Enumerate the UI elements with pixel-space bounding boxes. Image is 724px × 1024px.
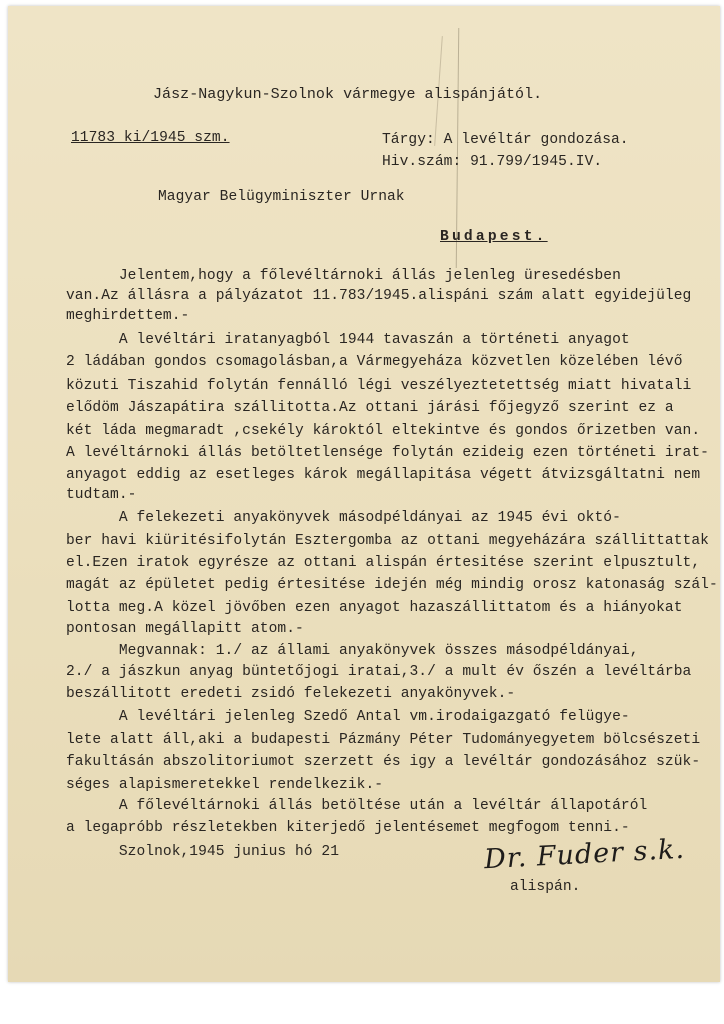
body-line: A levéltári jelenleg Szedő Antal vm.irodaigazgató felügye-: [66, 709, 630, 725]
destination-city: Budapest.: [440, 229, 548, 245]
signer-title: alispán.: [510, 879, 581, 895]
addressee: Magyar Belügyminiszter Urnak: [158, 189, 405, 205]
body-line: anyagot eddig az esetleges károk megállapitása végett átvizsgáltatni nem: [66, 467, 701, 483]
body-line: két láda megmaradt ,csekély károktól eltekintve és gondos őrizetben van.: [66, 423, 701, 439]
body-line: pontosan megállapitt atom.-: [66, 621, 304, 637]
body-line: A levéltárnoki állás betöltetlensége folytán ezideig ezen történeti irat-: [66, 445, 709, 461]
body-line: a legapróbb részletekben kiterjedő jelentésemet megfogom tenni.-: [66, 820, 630, 836]
body-line: beszállitott eredeti zsidó felekezeti anyakönyvek.-: [66, 686, 516, 702]
body-line: A felekezeti anyakönyvek másodpéldányai az 1945 évi októ-: [66, 510, 621, 526]
body-line: lete alatt áll,aki a budapesti Pázmány Péter Tudományegyetem bölcsészeti: [66, 732, 701, 748]
official-number-line: Hiv.szám: 91.799/1945.IV.: [382, 154, 603, 170]
body-line: 2./ a jászkun anyag büntetőjogi iratai,3./ a mult év őszén a levéltárba: [66, 664, 692, 680]
body-line: közuti Tiszahid folytán fennálló légi veszélyeztetettség miatt hivatali: [66, 378, 692, 394]
body-line: séges alapismeretekkel rendelkezik.-: [66, 777, 384, 793]
body-line: A főlevéltárnoki állás betöltése után a levéltár állapotáról: [66, 798, 648, 814]
body-line: Szolnok,1945 junius hó 21: [66, 844, 340, 860]
body-line: van.Az állásra a pályázatot 11.783/1945.alispáni szám alatt egyidejüleg: [66, 288, 692, 304]
subject-line: Tárgy: A levéltár gondozása.: [382, 132, 629, 148]
body-line: lotta meg.A közel jövőben ezen anyagot hazaszállittatom és a hiányokat: [66, 600, 683, 616]
body-line: ber havi kiüritésifolytán Esztergomba az ottani megyeházára szállittattak: [66, 533, 709, 549]
letter-header: Jász-Nagykun-Szolnok vármegye alispánjától.: [153, 86, 543, 103]
body-line: magát az épületet pedig értesitése idején még mindig orosz katonaság szál-: [66, 577, 718, 593]
body-line: el.Ezen iratok egyrésze az ottani alispán értesitése szerint elpusztult,: [66, 555, 701, 571]
body-line: elődöm Jászapátira szállitotta.Az ottani járási főjegyző szerint ez a: [66, 400, 674, 416]
letter-sheet: [8, 6, 720, 982]
handwritten-signature: Dr. Fuder s.k.: [483, 833, 686, 876]
body-line: Megvannak: 1./ az állami anyakönyvek összes másodpéldányai,: [66, 643, 639, 659]
body-line: meghirdettem.-: [66, 308, 190, 324]
body-line: tudtam.-: [66, 487, 137, 503]
body-line: Jelentem,hogy a főlevéltárnoki állás jelenleg üresedésben: [66, 268, 621, 284]
body-line: fakultásán abszolitoriumot szerzett és igy a levéltár gondozásához szük-: [66, 754, 701, 770]
body-line: 2 ládában gondos csomagolásban,a Vármegyeháza közvetlen közelében lévő: [66, 354, 683, 370]
reference-number: 11783 ki/1945 szm.: [71, 130, 230, 146]
body-line: A levéltári iratanyagból 1944 tavaszán a történeti anyagot: [66, 332, 630, 348]
